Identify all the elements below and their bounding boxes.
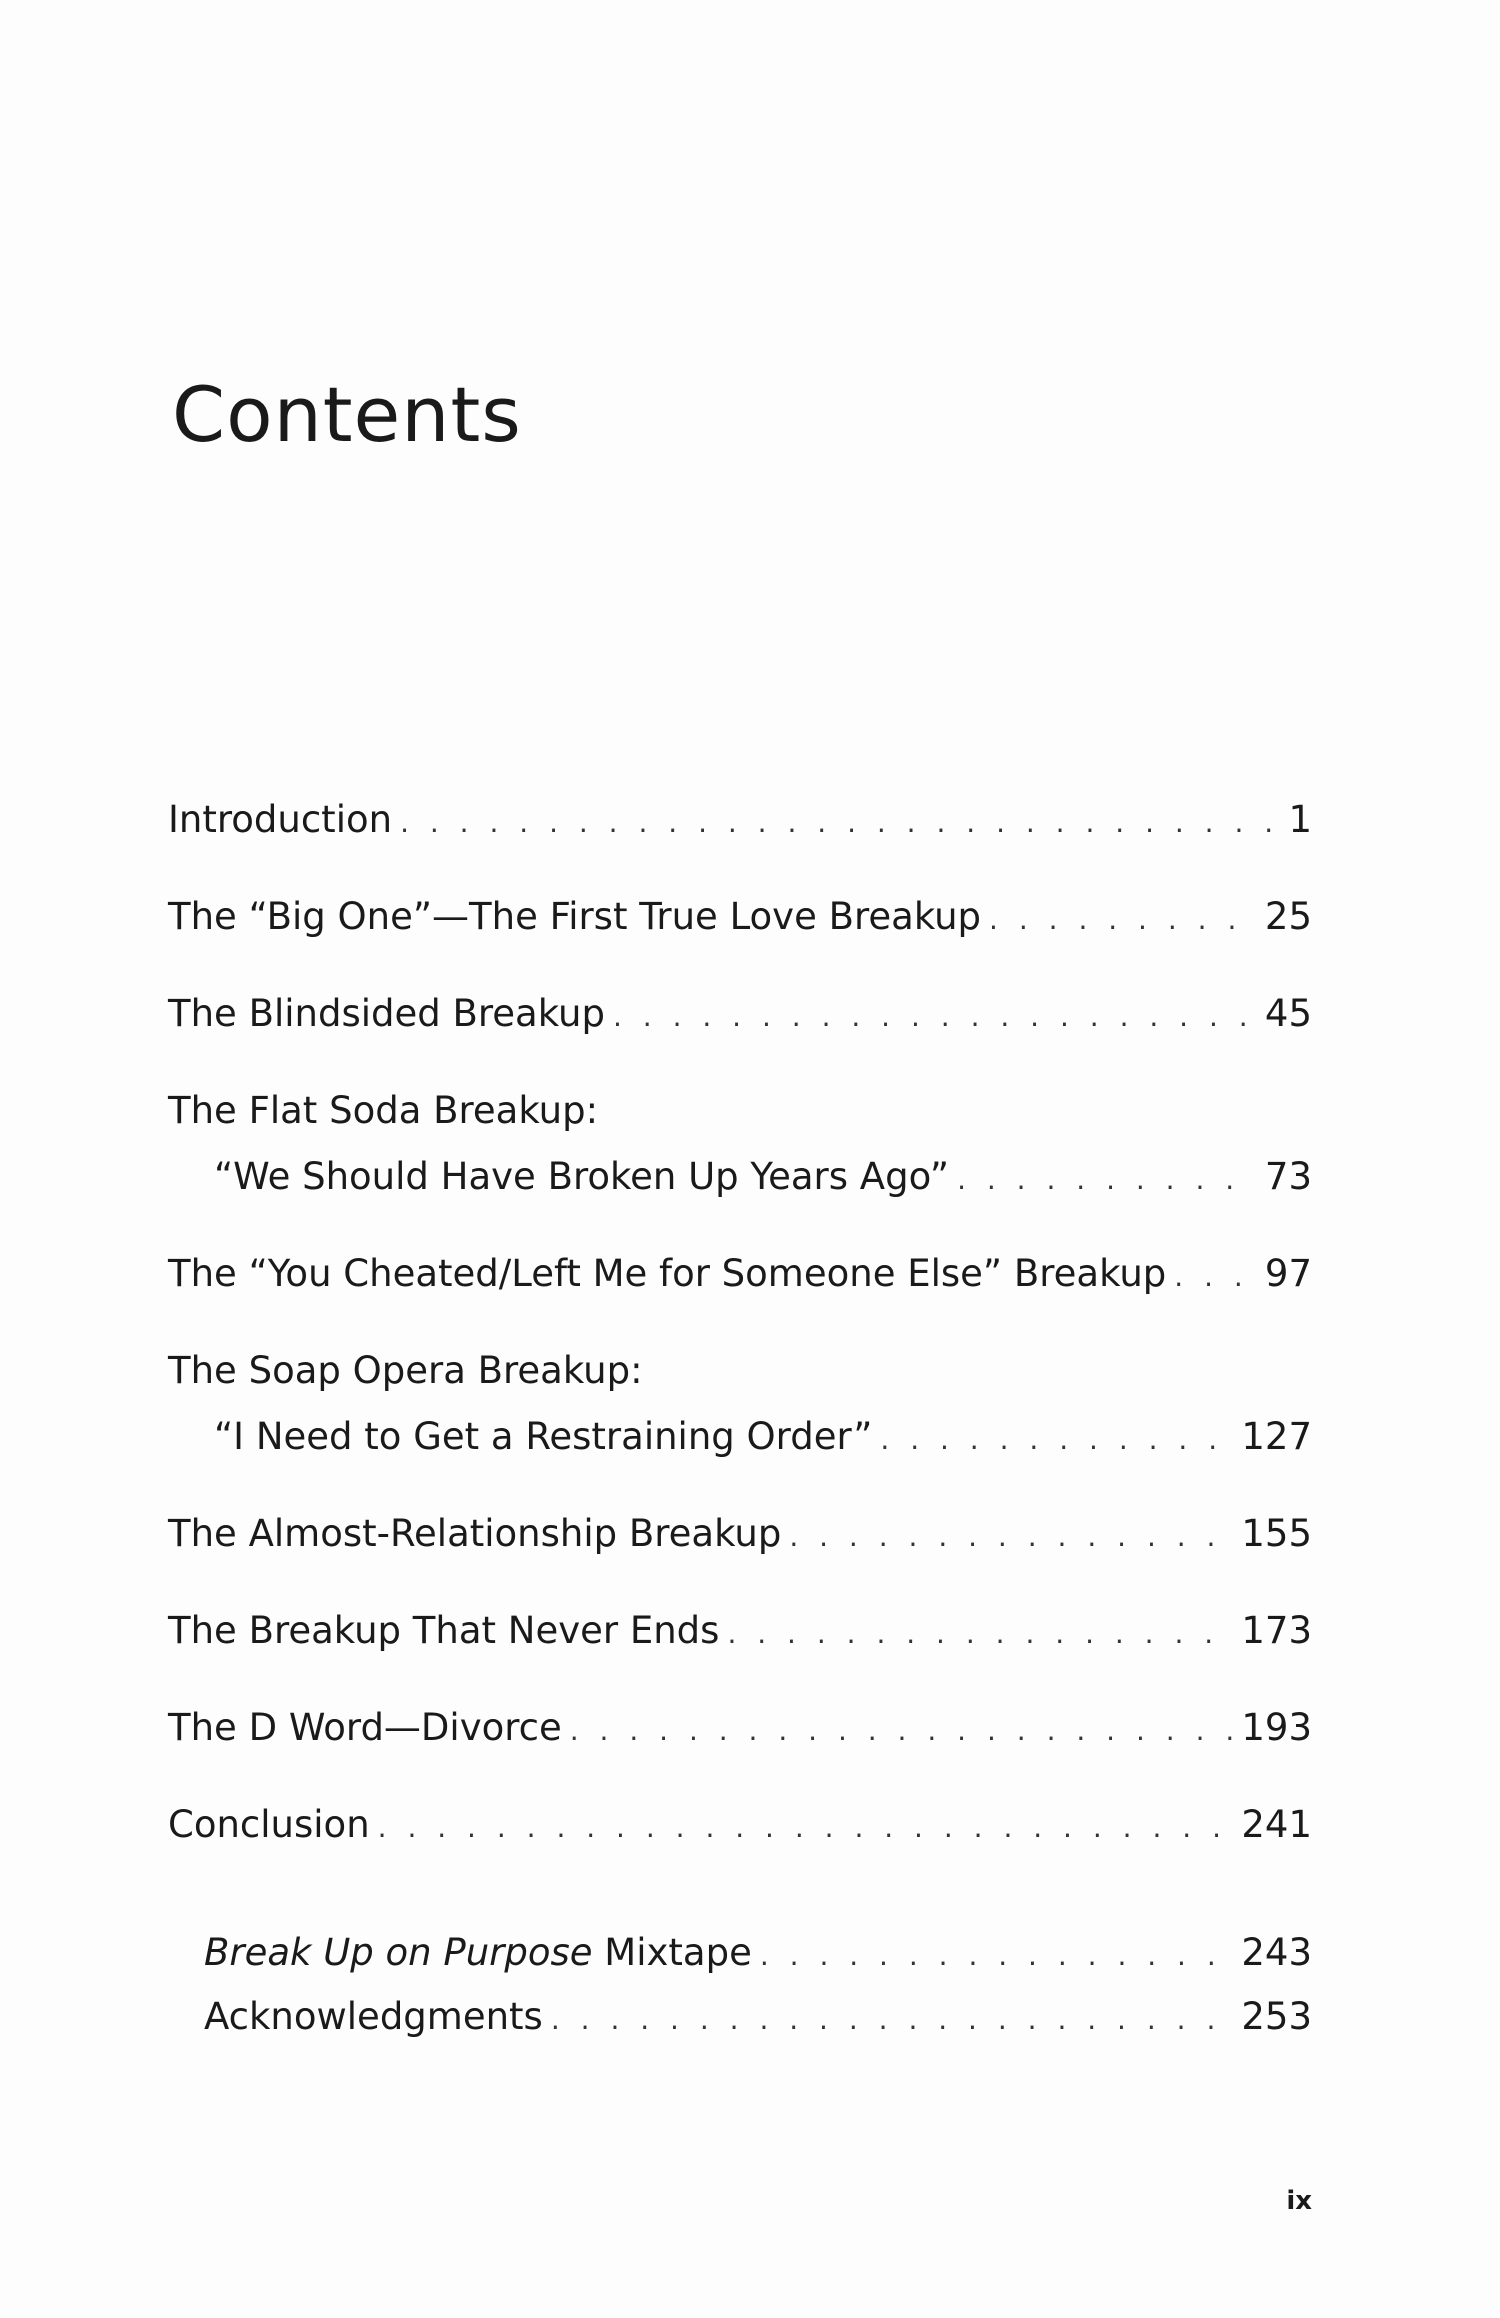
toc-page-number: 97 xyxy=(1264,1252,1312,1295)
toc-entry-label xyxy=(204,1928,752,1978)
dot-leader xyxy=(789,1512,1233,1562)
page-folio: ix xyxy=(1286,2186,1312,2216)
toc-entry-acknowledgments xyxy=(204,1992,1312,2042)
dot-leader xyxy=(551,1995,1234,2045)
toc-entry-never-ends xyxy=(168,1606,1312,1656)
dot-leader xyxy=(613,992,1257,1042)
toc-entry-almost-relationship xyxy=(168,1509,1312,1559)
toc-entry-label: Conclusion xyxy=(168,1803,370,1846)
toc-page-number: 253 xyxy=(1241,1995,1312,2038)
dot-leader xyxy=(400,798,1280,848)
toc-entry-label: The Soap Opera Breakup: xyxy=(168,1349,643,1392)
dot-leader xyxy=(1174,1252,1257,1302)
toc-entry-mixtape xyxy=(204,1928,1312,1978)
toc-entry-label-rest: Mixtape xyxy=(592,1931,752,1974)
dot-leader xyxy=(727,1609,1233,1659)
toc-entry-blindsided xyxy=(168,989,1312,1039)
toc-page-number: 25 xyxy=(1264,895,1312,938)
toc-entry-divorce xyxy=(168,1703,1312,1753)
toc-entry-cheated xyxy=(168,1249,1312,1299)
toc-entry-introduction xyxy=(168,795,1312,845)
toc-entry-label: The “Big One”—The First True Love Breakup xyxy=(168,895,982,938)
dot-leader xyxy=(880,1415,1233,1465)
toc-entry-label: The Flat Soda Breakup: xyxy=(168,1089,599,1132)
toc-entry-flat-soda xyxy=(168,1086,1312,1202)
toc-entry-sublabel: “I Need to Get a Restraining Order” xyxy=(214,1415,873,1458)
dot-leader xyxy=(760,1931,1234,1981)
toc-page-number: 241 xyxy=(1241,1803,1312,1846)
toc-page-number: 1 xyxy=(1288,798,1312,841)
back-matter xyxy=(168,1928,1312,2042)
toc-entry-sublabel: “We Should Have Broken Up Years Ago” xyxy=(214,1155,950,1198)
toc-entry-label-italic: Break Up on Purpose xyxy=(204,1931,593,1974)
page-title: Contents xyxy=(172,370,522,459)
toc-entry-label: The Breakup That Never Ends xyxy=(168,1609,720,1652)
toc-page-number: 193 xyxy=(1241,1706,1312,1749)
toc-entry-soap-opera xyxy=(168,1346,1312,1462)
toc-page-number: 45 xyxy=(1264,992,1312,1035)
table-of-contents xyxy=(168,795,1312,2056)
toc-page-number: 243 xyxy=(1241,1931,1312,1974)
dot-leader xyxy=(957,1155,1257,1205)
toc-entry-big-one xyxy=(168,892,1312,942)
toc-entry-label: The D Word—Divorce xyxy=(168,1706,562,1749)
dot-leader xyxy=(989,895,1257,945)
toc-page-number: 155 xyxy=(1241,1512,1312,1555)
toc-page-number: 127 xyxy=(1241,1415,1312,1458)
toc-page-number: 73 xyxy=(1264,1155,1312,1198)
toc-entry-label: The Blindsided Breakup xyxy=(168,992,605,1035)
toc-page-number: 173 xyxy=(1241,1609,1312,1652)
dot-leader xyxy=(378,1803,1234,1853)
toc-entry-label: The “You Cheated/Left Me for Someone Else” Breakup xyxy=(168,1252,1167,1295)
toc-entry-label: Introduction xyxy=(168,798,393,841)
dot-leader xyxy=(570,1706,1234,1756)
toc-entry-label: The Almost-Relationship Breakup xyxy=(168,1512,782,1555)
toc-entry-conclusion xyxy=(168,1800,1312,1850)
toc-entry-label: Acknowledgments xyxy=(204,1995,543,2038)
